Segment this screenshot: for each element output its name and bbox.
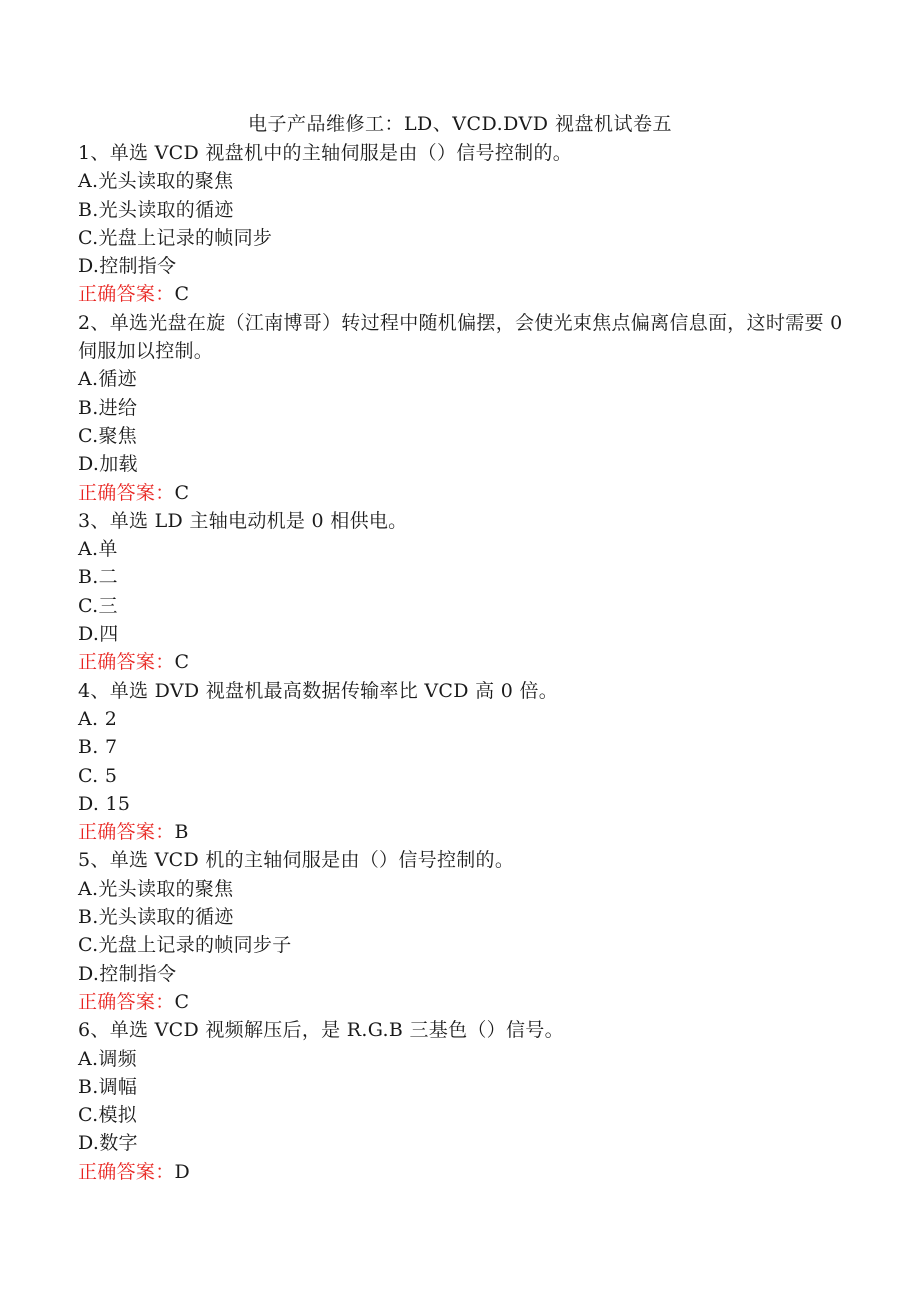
- correct-answer: [78, 818, 848, 846]
- option-c: C.模拟: [78, 1104, 138, 1127]
- question-block: [78, 309, 848, 507]
- question-block: [78, 139, 848, 309]
- option-b: B.光头读取的循迹: [78, 198, 234, 221]
- question-stem: 1、单选 VCD 视盘机中的主轴伺服是由（）信号控制的。: [78, 142, 573, 164]
- option-b: B.光头读取的循迹: [78, 906, 234, 929]
- answer-label: 正确答案：: [78, 651, 175, 674]
- question-stem: 4、单选 DVD 视盘机最高数据传输率比 VCD 高 0 倍。: [78, 679, 559, 702]
- correct-answer: [78, 648, 848, 676]
- option-d: D.数字: [78, 1132, 138, 1155]
- option-d: D. 15: [78, 792, 131, 815]
- answer-label: 正确答案：: [78, 481, 175, 504]
- option-c: C.聚焦: [78, 424, 138, 447]
- correct-answer: [78, 479, 848, 507]
- option-a: A.循迹: [78, 368, 137, 391]
- option-b: B.进给: [78, 396, 138, 419]
- option-b: B.调幅: [78, 1075, 138, 1098]
- answer-label: 正确答案：: [78, 1160, 175, 1183]
- answer-label: 正确答案：: [78, 283, 175, 306]
- correct-answer: [78, 280, 848, 308]
- option-c: C.三: [78, 594, 118, 617]
- option-d: D.控制指令: [78, 255, 177, 278]
- option-a: A. 2: [78, 707, 118, 730]
- option-d: D.控制指令: [78, 962, 177, 985]
- option-a: A.光头读取的聚焦: [78, 877, 234, 900]
- option-d: D.加载: [78, 453, 138, 476]
- option-a: A.调频: [78, 1047, 137, 1070]
- option-c: C.光盘上记录的帧同步: [78, 226, 273, 249]
- answer-value: C: [174, 283, 190, 306]
- option-b: B.二: [78, 566, 118, 589]
- question-block: [78, 846, 848, 1016]
- question-list: [78, 139, 848, 1186]
- document-title: 电子产品维修工：LD、VCD.DVD 视盘机试卷五: [247, 113, 673, 135]
- option-b: B. 7: [78, 736, 118, 759]
- option-c: C. 5: [78, 764, 118, 787]
- answer-value: B: [174, 821, 189, 844]
- question-stem: 3、单选 LD 主轴电动机是 0 相供电。: [78, 509, 408, 532]
- question-block: [78, 677, 848, 847]
- option-a: A.光头读取的聚焦: [78, 170, 234, 193]
- correct-answer: [78, 1158, 848, 1186]
- answer-value: C: [174, 990, 190, 1013]
- question-stem: 5、单选 VCD 机的主轴伺服是由（）信号控制的。: [78, 849, 515, 872]
- answer-value: D: [174, 1160, 191, 1183]
- answer-label: 正确答案：: [78, 990, 175, 1013]
- question-stem: 6、单选 VCD 视频解压后，是 R.G.B 三基色（）信号。: [78, 1019, 564, 1042]
- correct-answer: [78, 988, 848, 1016]
- question-block: [78, 1016, 848, 1186]
- option-c: C.光盘上记录的帧同步子: [78, 934, 292, 957]
- question-stem: 2、单选光盘在旋（江南博哥）转过程中随机偏摆，会使光束焦点偏离信息面，这时需要 0 伺服加以控制。: [78, 311, 849, 363]
- option-d: D.四: [78, 623, 119, 646]
- answer-value: C: [174, 651, 190, 674]
- option-a: A.单: [78, 538, 118, 561]
- answer-value: C: [174, 481, 190, 504]
- answer-label: 正确答案：: [78, 821, 175, 844]
- question-block: [78, 507, 848, 677]
